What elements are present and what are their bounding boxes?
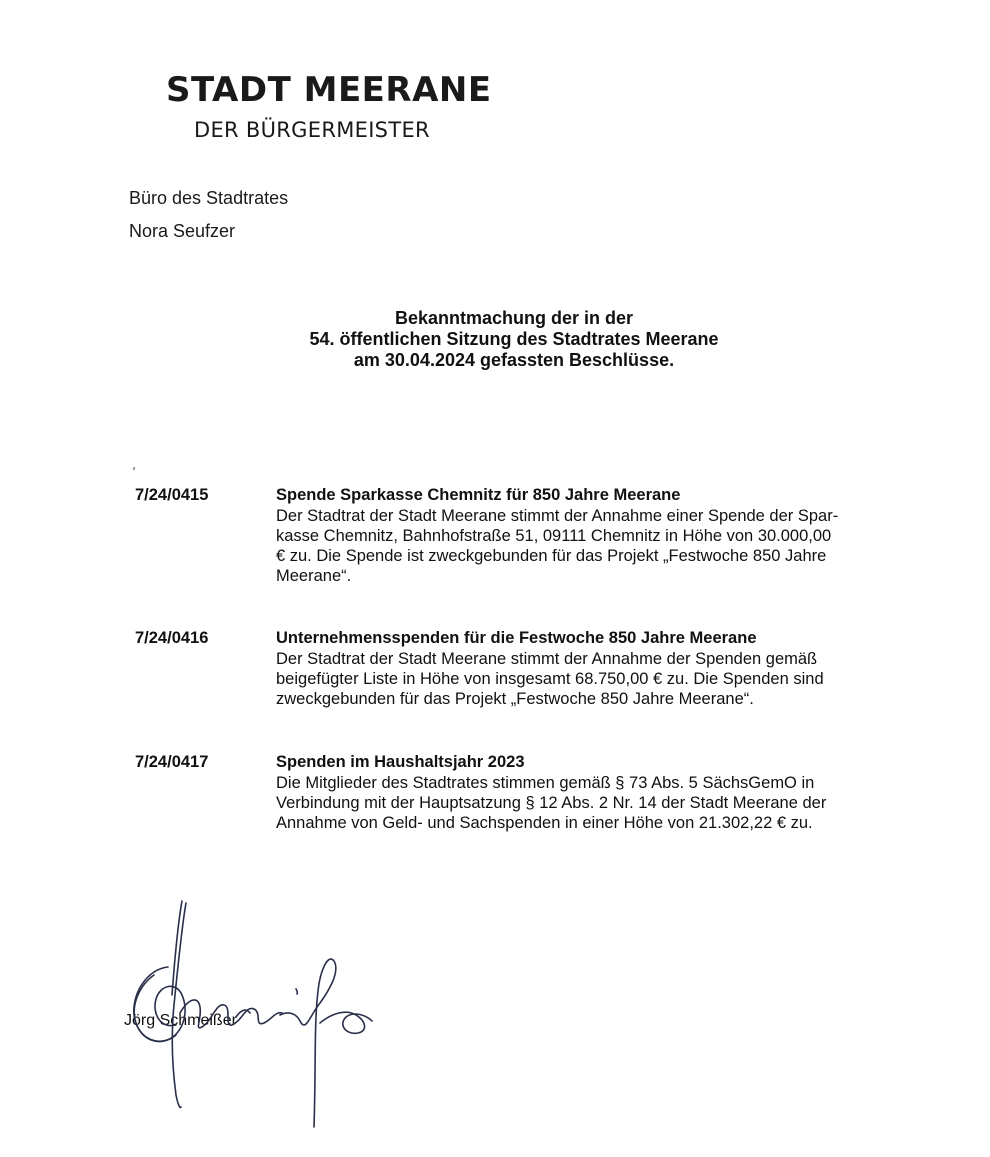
sender-name: Nora Seufzer	[129, 221, 236, 241]
handwritten-signature	[120, 895, 390, 1135]
resolution-text-line: kasse Chemnitz, Bahnhofstraße 51, 09111 Chemnitz in Höhe von 30.000,00	[276, 527, 832, 545]
heading-line-3: am 30.04.2024 gefassten Beschlüsse.	[353, 350, 675, 370]
resolution-text-line: Der Stadtrat der Stadt Meerane stimmt der Annahme der Spenden gemäß	[276, 650, 818, 668]
resolution-text	[276, 506, 838, 586]
resolution-title: Spenden im Haushaltsjahr 2023	[276, 753, 525, 771]
resolution-text-line: Die Mitglieder des Stadtrates stimmen gemäß § 73 Abs. 5 SächsGemO in	[276, 774, 815, 792]
resolution-number: 7/24/0417	[135, 753, 209, 771]
heading-line-1: Bekanntmachung der in der	[394, 308, 634, 328]
resolution-title: Spende Sparkasse Chemnitz für 850 Jahre Meerane	[276, 486, 681, 504]
resolution-number: 7/24/0416	[135, 629, 209, 647]
resolution-text-line: Meerane“.	[276, 567, 352, 585]
letterhead-subtitle: DER BÜRGERMEISTER	[194, 118, 430, 142]
resolution-text-line: beigefügter Liste in Höhe von insgesamt 68.750,00 € zu. Die Spenden sind	[276, 670, 824, 688]
resolution-number: 7/24/0415	[135, 486, 209, 504]
resolution-text-line: Der Stadtrat der Stadt Meerane stimmt der Annahme einer Spende der Spar-	[276, 507, 839, 525]
resolution-text	[276, 773, 826, 833]
resolution-text-line: zweckgebunden für das Projekt „Festwoche 850 Jahre Meerane“.	[276, 690, 754, 708]
signer-name: Jörg Schmeißer	[124, 1012, 237, 1029]
scan-speck	[133, 467, 136, 471]
resolution-text-line: € zu. Die Spende ist zweckgebunden für das Projekt „Festwoche 850 Jahre	[276, 547, 827, 565]
letterhead-title: STADT MEERANE	[166, 70, 492, 110]
resolution-title: Unternehmensspenden für die Festwoche 850 Jahre Meerane	[276, 629, 757, 647]
heading-line-2: 54. öffentlichen Sitzung des Stadtrates Meerane	[309, 329, 719, 349]
resolution-text	[276, 649, 824, 709]
announcement-heading	[200, 308, 828, 371]
resolution-text-line: Verbindung mit der Hauptsatzung § 12 Abs. 2 Nr. 14 der Stadt Meerane der	[276, 794, 827, 812]
resolution-text-line: Annahme von Geld- und Sachspenden in einer Höhe von 21.302,22 € zu.	[276, 814, 813, 832]
sender-office: Büro des Stadtrates	[129, 188, 289, 208]
